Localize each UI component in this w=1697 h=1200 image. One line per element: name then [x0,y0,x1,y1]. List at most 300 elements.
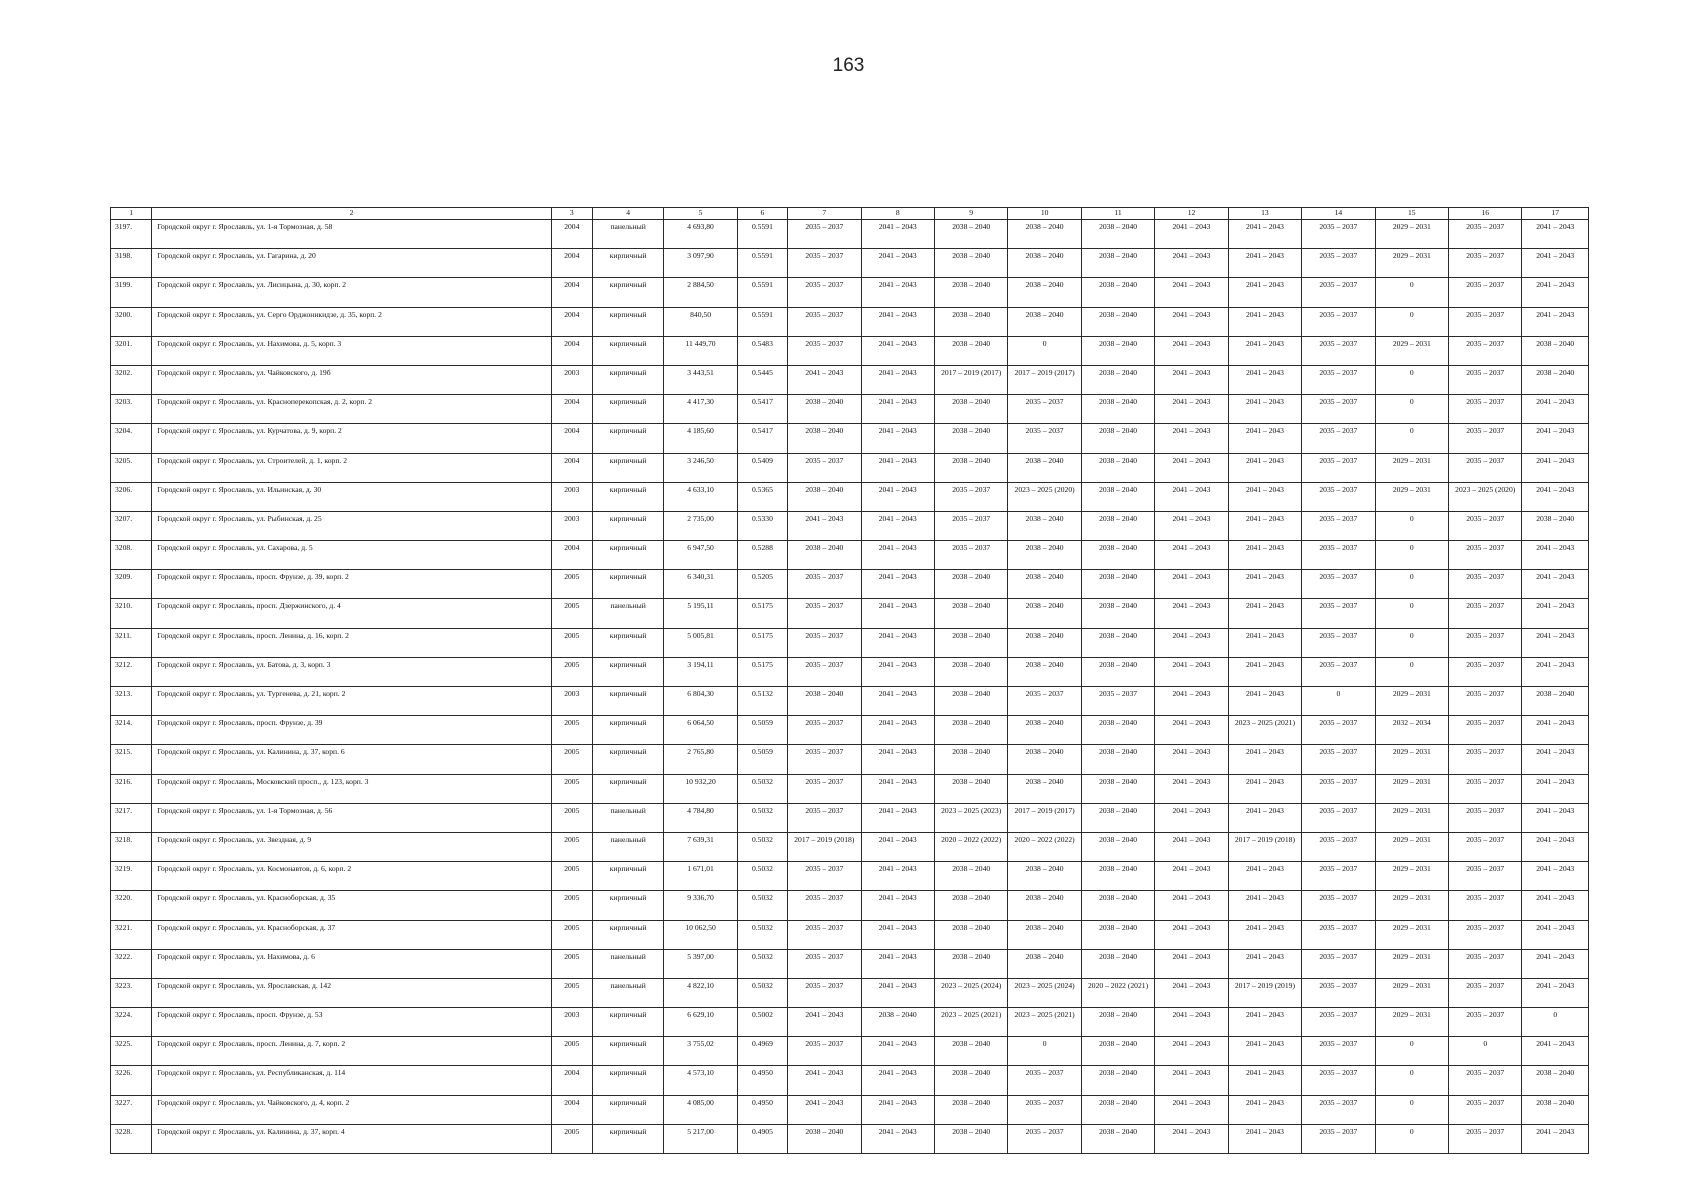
area-cell: 9 336,70 [664,891,737,920]
area-cell: 5 217,00 [664,1124,737,1153]
period-col8-cell: 2038 – 2040 [861,1008,934,1037]
period-col7-cell: 2038 – 2040 [788,424,861,453]
period-col9-cell: 2038 – 2040 [934,278,1007,307]
period-col7-cell: 2038 – 2040 [788,541,861,570]
period-col9-cell: 2023 – 2025 (2023) [934,803,1007,832]
period-col17-cell: 2041 – 2043 [1522,307,1589,336]
period-col12-cell: 2041 – 2043 [1155,1124,1228,1153]
row-number-cell: 3209. [111,570,152,599]
period-col9-cell: 2038 – 2040 [934,424,1007,453]
period-col16-cell: 2035 – 2037 [1449,511,1522,540]
table-row [111,453,1589,482]
period-col9-cell: 2038 – 2040 [934,716,1007,745]
period-col14-cell: 2035 – 2037 [1302,1124,1375,1153]
score-cell: 0.5032 [737,891,787,920]
period-col13-cell: 2041 – 2043 [1228,920,1301,949]
period-col10-cell: 2035 – 2037 [1008,1095,1081,1124]
period-col10-cell: 2038 – 2040 [1008,862,1081,891]
page-number: 163 [832,55,865,76]
period-col7-cell: 2038 – 2040 [788,1124,861,1153]
score-cell: 0.5483 [737,336,787,365]
row-number-cell: 3216. [111,774,152,803]
period-col14-cell: 2035 – 2037 [1302,978,1375,1007]
address-cell: Городской округ г. Ярославль, ул. Калинина, д. 37, корп. 6 [152,745,551,774]
period-col14-cell: 2035 – 2037 [1302,541,1375,570]
year-built-cell: 2005 [551,745,592,774]
area-cell: 10 062,50 [664,920,737,949]
year-built-cell: 2004 [551,1066,592,1095]
period-col10-cell: 2038 – 2040 [1008,628,1081,657]
period-col8-cell: 2041 – 2043 [861,745,934,774]
period-col16-cell: 2035 – 2037 [1449,307,1522,336]
column-number-12: 12 [1155,208,1228,220]
score-cell: 0.5417 [737,424,787,453]
period-col17-cell: 2038 – 2040 [1522,687,1589,716]
score-cell: 0.5205 [737,570,787,599]
period-col13-cell: 2041 – 2043 [1228,395,1301,424]
period-col11-cell: 2038 – 2040 [1081,716,1154,745]
period-col11-cell: 2038 – 2040 [1081,424,1154,453]
year-built-cell: 2005 [551,949,592,978]
period-col15-cell: 2029 – 2031 [1375,891,1448,920]
period-col8-cell: 2041 – 2043 [861,716,934,745]
year-built-cell: 2004 [551,220,592,249]
period-col12-cell: 2041 – 2043 [1155,716,1228,745]
period-col15-cell: 2029 – 2031 [1375,978,1448,1007]
address-cell: Городской округ г. Ярославль, ул. Сахарова, д. 5 [152,541,551,570]
period-col16-cell: 2035 – 2037 [1449,336,1522,365]
area-cell: 4 633,10 [664,482,737,511]
score-cell: 0.4950 [737,1066,787,1095]
period-col17-cell: 2041 – 2043 [1522,482,1589,511]
period-col11-cell: 2038 – 2040 [1081,1124,1154,1153]
period-col8-cell: 2041 – 2043 [861,862,934,891]
period-col13-cell: 2041 – 2043 [1228,220,1301,249]
period-col13-cell: 2041 – 2043 [1228,541,1301,570]
period-col10-cell: 2035 – 2037 [1008,424,1081,453]
period-col15-cell: 0 [1375,1037,1448,1066]
period-col7-cell: 2035 – 2037 [788,745,861,774]
period-col16-cell: 2035 – 2037 [1449,949,1522,978]
period-col15-cell: 0 [1375,628,1448,657]
period-col13-cell: 2041 – 2043 [1228,1095,1301,1124]
row-number-cell: 3226. [111,1066,152,1095]
score-cell: 0.5445 [737,365,787,394]
period-col9-cell: 2035 – 2037 [934,482,1007,511]
period-col12-cell: 2041 – 2043 [1155,278,1228,307]
period-col13-cell: 2041 – 2043 [1228,949,1301,978]
wall-material-cell: кирпичный [592,278,663,307]
period-col16-cell: 2035 – 2037 [1449,862,1522,891]
table-row [111,1095,1589,1124]
period-col15-cell: 0 [1375,599,1448,628]
period-col17-cell: 2041 – 2043 [1522,657,1589,686]
period-col17-cell: 2041 – 2043 [1522,395,1589,424]
period-col11-cell: 2038 – 2040 [1081,307,1154,336]
period-col11-cell: 2038 – 2040 [1081,920,1154,949]
period-col7-cell: 2035 – 2037 [788,249,861,278]
row-number-cell: 3206. [111,482,152,511]
period-col17-cell: 2041 – 2043 [1522,774,1589,803]
address-cell: Городской округ г. Ярославль, ул. Нахимова, д. 5, корп. 3 [152,336,551,365]
period-col9-cell: 2023 – 2025 (2021) [934,1008,1007,1037]
wall-material-cell: кирпичный [592,1037,663,1066]
period-col12-cell: 2041 – 2043 [1155,395,1228,424]
period-col9-cell: 2038 – 2040 [934,570,1007,599]
column-number-11: 11 [1081,208,1154,220]
score-cell: 0.5059 [737,716,787,745]
period-col13-cell: 2017 – 2019 (2018) [1228,832,1301,861]
year-built-cell: 2004 [551,541,592,570]
column-number-14: 14 [1302,208,1375,220]
period-col14-cell: 2035 – 2037 [1302,365,1375,394]
period-col12-cell: 2041 – 2043 [1155,511,1228,540]
column-number-1: 1 [111,208,152,220]
period-col17-cell: 2041 – 2043 [1522,278,1589,307]
year-built-cell: 2004 [551,1095,592,1124]
period-col7-cell: 2038 – 2040 [788,395,861,424]
period-col8-cell: 2041 – 2043 [861,570,934,599]
period-col12-cell: 2041 – 2043 [1155,949,1228,978]
wall-material-cell: кирпичный [592,862,663,891]
row-number-cell: 3201. [111,336,152,365]
score-cell: 0.5175 [737,657,787,686]
year-built-cell: 2004 [551,453,592,482]
period-col11-cell: 2038 – 2040 [1081,482,1154,511]
score-cell: 0.5365 [737,482,787,511]
period-col12-cell: 2041 – 2043 [1155,453,1228,482]
period-col17-cell: 2041 – 2043 [1522,249,1589,278]
area-cell: 4 185,60 [664,424,737,453]
period-col14-cell: 2035 – 2037 [1302,832,1375,861]
period-col8-cell: 2041 – 2043 [861,395,934,424]
row-number-cell: 3205. [111,453,152,482]
period-col17-cell: 2038 – 2040 [1522,1066,1589,1095]
period-col8-cell: 2041 – 2043 [861,307,934,336]
period-col12-cell: 2041 – 2043 [1155,978,1228,1007]
period-col10-cell: 2020 – 2022 (2022) [1008,832,1081,861]
column-number-4: 4 [592,208,663,220]
address-cell: Городской округ г. Ярославль, ул. Серго Орджоникидзе, д. 35, корп. 2 [152,307,551,336]
period-col13-cell: 2041 – 2043 [1228,803,1301,832]
period-col8-cell: 2041 – 2043 [861,1037,934,1066]
housing-register-table [110,207,1589,1154]
score-cell: 0.5417 [737,395,787,424]
period-col15-cell: 2029 – 2031 [1375,220,1448,249]
row-number-cell: 3224. [111,1008,152,1037]
area-cell: 10 932,20 [664,774,737,803]
year-built-cell: 2003 [551,1008,592,1037]
period-col14-cell: 2035 – 2037 [1302,1008,1375,1037]
area-cell: 5 195,11 [664,599,737,628]
period-col10-cell: 2035 – 2037 [1008,687,1081,716]
year-built-cell: 2003 [551,687,592,716]
period-col7-cell: 2035 – 2037 [788,891,861,920]
period-col12-cell: 2041 – 2043 [1155,687,1228,716]
score-cell: 0.5288 [737,541,787,570]
period-col11-cell: 2038 – 2040 [1081,657,1154,686]
period-col13-cell: 2041 – 2043 [1228,657,1301,686]
period-col14-cell: 2035 – 2037 [1302,891,1375,920]
table-row [111,657,1589,686]
period-col12-cell: 2041 – 2043 [1155,774,1228,803]
area-cell: 1 671,01 [664,862,737,891]
period-col9-cell: 2038 – 2040 [934,862,1007,891]
period-col15-cell: 0 [1375,365,1448,394]
period-col12-cell: 2041 – 2043 [1155,891,1228,920]
table-row [111,1037,1589,1066]
period-col16-cell: 2035 – 2037 [1449,920,1522,949]
period-col15-cell: 2029 – 2031 [1375,687,1448,716]
period-col7-cell: 2035 – 2037 [788,803,861,832]
period-col17-cell: 2041 – 2043 [1522,1124,1589,1153]
address-cell: Городской округ г. Ярославль, просп. Ленина, д. 7, корп. 2 [152,1037,551,1066]
period-col15-cell: 2029 – 2031 [1375,1008,1448,1037]
period-col7-cell: 2035 – 2037 [788,307,861,336]
period-col7-cell: 2035 – 2037 [788,949,861,978]
column-number-10: 10 [1008,208,1081,220]
table-row [111,832,1589,861]
period-col14-cell: 2035 – 2037 [1302,453,1375,482]
period-col8-cell: 2041 – 2043 [861,949,934,978]
period-col9-cell: 2038 – 2040 [934,687,1007,716]
period-col7-cell: 2035 – 2037 [788,978,861,1007]
column-number-row [111,208,1589,220]
period-col7-cell: 2035 – 2037 [788,920,861,949]
period-col12-cell: 2041 – 2043 [1155,336,1228,365]
period-col13-cell: 2041 – 2043 [1228,511,1301,540]
period-col16-cell: 2023 – 2025 (2020) [1449,482,1522,511]
period-col17-cell: 2041 – 2043 [1522,628,1589,657]
score-cell: 0.5032 [737,832,787,861]
period-col16-cell: 2035 – 2037 [1449,745,1522,774]
period-col8-cell: 2041 – 2043 [861,832,934,861]
score-cell: 0.4969 [737,1037,787,1066]
period-col9-cell: 2038 – 2040 [934,920,1007,949]
period-col16-cell: 2035 – 2037 [1449,832,1522,861]
wall-material-cell: кирпичный [592,1008,663,1037]
period-col7-cell: 2035 – 2037 [788,628,861,657]
period-col17-cell: 2041 – 2043 [1522,862,1589,891]
period-col13-cell: 2041 – 2043 [1228,862,1301,891]
period-col13-cell: 2041 – 2043 [1228,453,1301,482]
period-col12-cell: 2041 – 2043 [1155,832,1228,861]
period-col15-cell: 2029 – 2031 [1375,862,1448,891]
row-number-cell: 3218. [111,832,152,861]
row-number-cell: 3203. [111,395,152,424]
period-col10-cell: 2038 – 2040 [1008,249,1081,278]
period-col16-cell: 2035 – 2037 [1449,570,1522,599]
period-col11-cell: 2038 – 2040 [1081,336,1154,365]
period-col13-cell: 2041 – 2043 [1228,599,1301,628]
period-col15-cell: 0 [1375,424,1448,453]
period-col8-cell: 2041 – 2043 [861,1124,934,1153]
year-built-cell: 2003 [551,482,592,511]
wall-material-cell: панельный [592,220,663,249]
period-col16-cell: 2035 – 2037 [1449,365,1522,394]
score-cell: 0.5032 [737,920,787,949]
period-col9-cell: 2035 – 2037 [934,541,1007,570]
wall-material-cell: кирпичный [592,482,663,511]
period-col16-cell: 2035 – 2037 [1449,1124,1522,1153]
score-cell: 0.5591 [737,278,787,307]
period-col9-cell: 2038 – 2040 [934,336,1007,365]
period-col7-cell: 2035 – 2037 [788,278,861,307]
period-col14-cell: 2035 – 2037 [1302,249,1375,278]
score-cell: 0.5032 [737,949,787,978]
period-col14-cell: 2035 – 2037 [1302,1037,1375,1066]
table-row [111,482,1589,511]
row-number-cell: 3197. [111,220,152,249]
address-cell: Городской округ г. Ярославль, ул. Нахимова, д. 6 [152,949,551,978]
year-built-cell: 2003 [551,511,592,540]
area-cell: 3 097,90 [664,249,737,278]
period-col16-cell: 2035 – 2037 [1449,424,1522,453]
row-number-cell: 3222. [111,949,152,978]
table-row [111,541,1589,570]
period-col15-cell: 2029 – 2031 [1375,745,1448,774]
period-col14-cell: 2035 – 2037 [1302,657,1375,686]
period-col7-cell: 2035 – 2037 [788,599,861,628]
period-col8-cell: 2041 – 2043 [861,891,934,920]
period-col10-cell: 2023 – 2025 (2024) [1008,978,1081,1007]
period-col15-cell: 0 [1375,541,1448,570]
period-col7-cell: 2041 – 2043 [788,1008,861,1037]
period-col12-cell: 2041 – 2043 [1155,628,1228,657]
period-col8-cell: 2041 – 2043 [861,424,934,453]
period-col10-cell: 2023 – 2025 (2021) [1008,1008,1081,1037]
period-col12-cell: 2041 – 2043 [1155,1037,1228,1066]
period-col8-cell: 2041 – 2043 [861,978,934,1007]
period-col8-cell: 2041 – 2043 [861,511,934,540]
year-built-cell: 2005 [551,1037,592,1066]
period-col11-cell: 2038 – 2040 [1081,395,1154,424]
period-col13-cell: 2041 – 2043 [1228,307,1301,336]
period-col17-cell: 2041 – 2043 [1522,920,1589,949]
period-col12-cell: 2041 – 2043 [1155,1095,1228,1124]
year-built-cell: 2005 [551,1124,592,1153]
period-col14-cell: 2035 – 2037 [1302,424,1375,453]
address-cell: Городской округ г. Ярославль, ул. Калинина, д. 37, корп. 4 [152,1124,551,1153]
wall-material-cell: кирпичный [592,774,663,803]
period-col8-cell: 2041 – 2043 [861,249,934,278]
period-col11-cell: 2020 – 2022 (2021) [1081,978,1154,1007]
period-col8-cell: 2041 – 2043 [861,1066,934,1095]
period-col9-cell: 2023 – 2025 (2024) [934,978,1007,1007]
period-col9-cell: 2038 – 2040 [934,1095,1007,1124]
wall-material-cell: кирпичный [592,628,663,657]
period-col13-cell: 2041 – 2043 [1228,774,1301,803]
period-col11-cell: 2038 – 2040 [1081,1008,1154,1037]
area-cell: 7 639,31 [664,832,737,861]
area-cell: 3 443,51 [664,365,737,394]
row-number-cell: 3220. [111,891,152,920]
period-col11-cell: 2035 – 2037 [1081,687,1154,716]
score-cell: 0.5175 [737,628,787,657]
period-col9-cell: 2038 – 2040 [934,453,1007,482]
period-col17-cell: 2041 – 2043 [1522,832,1589,861]
address-cell: Городской округ г. Ярославль, просп. Ленина, д. 16, корп. 2 [152,628,551,657]
period-col10-cell: 2017 – 2019 (2017) [1008,803,1081,832]
period-col13-cell: 2041 – 2043 [1228,1124,1301,1153]
wall-material-cell: панельный [592,949,663,978]
period-col13-cell: 2041 – 2043 [1228,278,1301,307]
row-number-cell: 3207. [111,511,152,540]
period-col13-cell: 2041 – 2043 [1228,1037,1301,1066]
table-row [111,716,1589,745]
period-col8-cell: 2041 – 2043 [861,657,934,686]
period-col12-cell: 2041 – 2043 [1155,657,1228,686]
period-col12-cell: 2041 – 2043 [1155,745,1228,774]
period-col9-cell: 2038 – 2040 [934,745,1007,774]
address-cell: Городской округ г. Ярославль, ул. Ярославская, д. 142 [152,978,551,1007]
period-col15-cell: 0 [1375,395,1448,424]
period-col14-cell: 2035 – 2037 [1302,716,1375,745]
period-col16-cell: 2035 – 2037 [1449,220,1522,249]
year-built-cell: 2005 [551,920,592,949]
period-col13-cell: 2023 – 2025 (2021) [1228,716,1301,745]
period-col14-cell: 2035 – 2037 [1302,336,1375,365]
period-col16-cell: 2035 – 2037 [1449,395,1522,424]
period-col17-cell: 2038 – 2040 [1522,336,1589,365]
period-col9-cell: 2038 – 2040 [934,949,1007,978]
address-cell: Городской округ г. Ярославль, ул. Республиканская, д. 114 [152,1066,551,1095]
period-col17-cell: 2041 – 2043 [1522,220,1589,249]
period-col14-cell: 2035 – 2037 [1302,1095,1375,1124]
address-cell: Городской округ г. Ярославль, ул. Гагарина, д. 20 [152,249,551,278]
row-number-cell: 3208. [111,541,152,570]
score-cell: 0.5330 [737,511,787,540]
table-row [111,278,1589,307]
table-row [111,1066,1589,1095]
address-cell: Городской округ г. Ярославль, просп. Фрунзе, д. 39, корп. 2 [152,570,551,599]
period-col11-cell: 2038 – 2040 [1081,862,1154,891]
wall-material-cell: кирпичный [592,687,663,716]
period-col15-cell: 2032 – 2034 [1375,716,1448,745]
address-cell: Городской округ г. Ярославль, ул. Рыбинская, д. 25 [152,511,551,540]
period-col7-cell: 2041 – 2043 [788,1066,861,1095]
score-cell: 0.4950 [737,1095,787,1124]
period-col11-cell: 2038 – 2040 [1081,249,1154,278]
area-cell: 3 194,11 [664,657,737,686]
table-row [111,862,1589,891]
year-built-cell: 2004 [551,336,592,365]
period-col10-cell: 2035 – 2037 [1008,395,1081,424]
period-col8-cell: 2041 – 2043 [861,628,934,657]
row-number-cell: 3215. [111,745,152,774]
period-col16-cell: 2035 – 2037 [1449,774,1522,803]
period-col13-cell: 2041 – 2043 [1228,424,1301,453]
period-col16-cell: 2035 – 2037 [1449,599,1522,628]
table-row [111,1008,1589,1037]
period-col16-cell: 0 [1449,1037,1522,1066]
table-row [111,920,1589,949]
period-col14-cell: 2035 – 2037 [1302,220,1375,249]
period-col8-cell: 2041 – 2043 [861,599,934,628]
address-cell: Городской округ г. Ярославль, ул. Красноперекопская, д. 2, корп. 2 [152,395,551,424]
period-col15-cell: 2029 – 2031 [1375,920,1448,949]
period-col17-cell: 2041 – 2043 [1522,424,1589,453]
period-col13-cell: 2041 – 2043 [1228,570,1301,599]
column-number-2: 2 [152,208,551,220]
period-col14-cell: 2035 – 2037 [1302,920,1375,949]
period-col12-cell: 2041 – 2043 [1155,482,1228,511]
address-cell: Городской округ г. Ярославль, ул. Звездная, д. 9 [152,832,551,861]
wall-material-cell: кирпичный [592,424,663,453]
address-cell: Городской округ г. Ярославль, ул. Ильинская, д. 30 [152,482,551,511]
period-col9-cell: 2038 – 2040 [934,599,1007,628]
score-cell: 0.5032 [737,803,787,832]
